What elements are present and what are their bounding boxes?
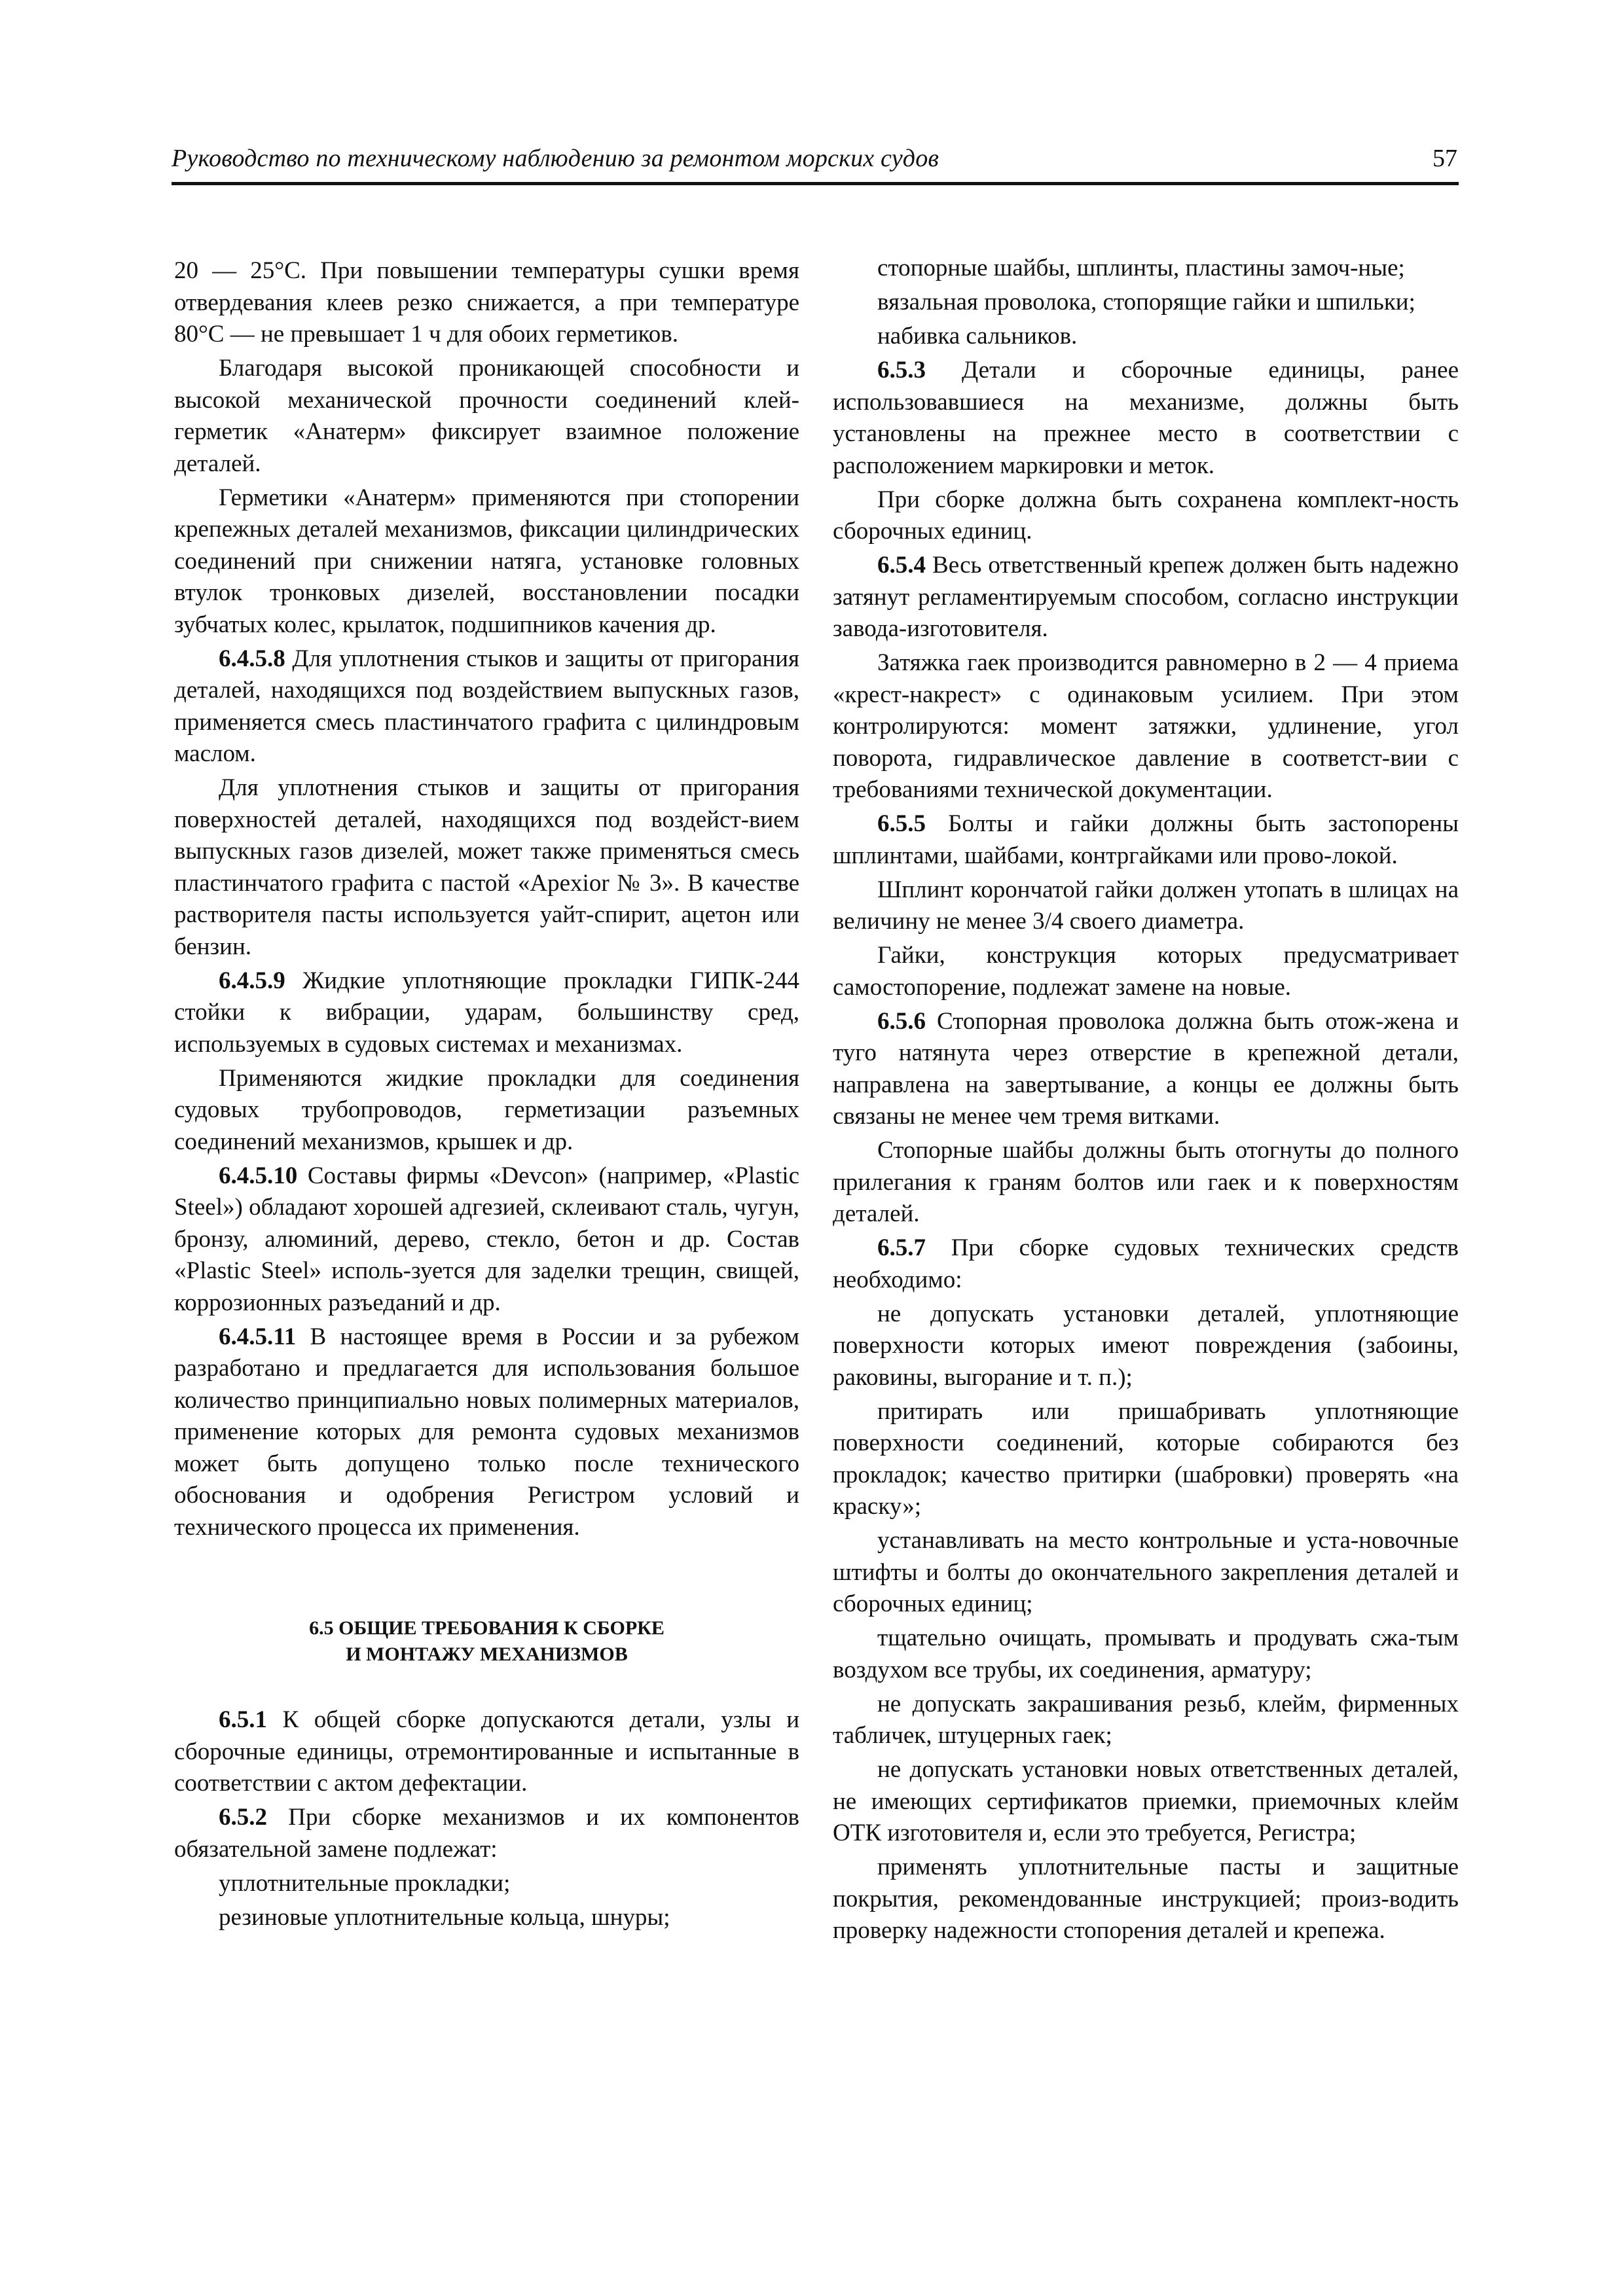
- paragraph-6-5-2: [174, 1802, 799, 1865]
- paragraph: Герметики «Анатерм» применяются при стопорении крепежных деталей механизмов, фиксации цилиндрических соединений при снижении натяга, установке головных втулок тронковых дизелей, восстановлении посадки зубчатых колес, крылаток, подшипников качения др.: [174, 484, 799, 638]
- clause-number: 6.5.3: [877, 357, 926, 384]
- paragraph-text: В настоящее время в России и за рубежом разработано и предлагается для использования большое количество принципиально новых полимерных материалов, применение которых для ремонта судовых механизмов может быть допущено только после технического обоснования и одобрения Регистром условий и технического процесса их применения.: [174, 1323, 799, 1541]
- paragraph-text: При сборке механизмов и их компонентов обязательной замене подлежат:: [174, 1804, 799, 1863]
- paragraph: Для уплотнения стыков и защиты от пригорания поверхностей деталей, находящихся под воздейст-вием выпускных газов дизелей, может также применяться смесь пластинчатого графита с пастой «Apexior № 3». В качестве растворителя пасты используется уайт-спирит, ацетон или бензин.: [174, 774, 799, 960]
- paragraph-text: При сборке судовых технических средств необходимо:: [833, 1234, 1459, 1293]
- list-item: не допускать установки новых ответственных деталей, не имеющих сертификатов приемки, приемочных клейм ОТК изготовителя и, если это требуется, Регистра;: [833, 1756, 1459, 1846]
- list-item: притирать или пришабривать уплотняющие поверхности соединений, которые собираются без прокладок; качество притирки (шабровки) проверять «на краску»;: [833, 1397, 1459, 1520]
- list-item: набивка сальников.: [877, 323, 1078, 350]
- paragraph-6-5-7: [833, 1232, 1459, 1296]
- list-item: вязальная проволока, стопорящие гайки и шпильки;: [877, 289, 1415, 315]
- clause-number: 6.5.4: [877, 552, 926, 579]
- list-item: не допускать закрашивания резьб, клейм, фирменных табличек, штуцерных гаек;: [833, 1690, 1459, 1749]
- clause-number: 6.5.2: [219, 1804, 267, 1831]
- left-column: [174, 255, 799, 1936]
- clause-number: 6.5.5: [877, 810, 926, 837]
- list-item: не допускать установки деталей, уплотняющие поверхности которых имеют повреждения (забоины, раковины, выгорание и т. п.);: [833, 1300, 1459, 1391]
- paragraph: Затяжка гаек производится равномерно в 2 — 4 приема «крест-накрест» с одинаковым усилием. При этом контролируются: момент затяжки, удлинение, угол поворота, гидравлическое давление в соответст-вии с требованиями технической документации.: [833, 649, 1459, 803]
- paragraph: Применяются жидкие прокладки для соединения судовых трубопроводов, герметизации разъемных соединений механизмов, крышек и др.: [174, 1064, 799, 1155]
- page-number: 57: [1432, 145, 1457, 172]
- paragraph-text: Жидкие уплотняющие прокладки ГИПК-244 стойки к вибрации, ударам, большинству сред, используемых в судовых системах и механизмах.: [174, 967, 799, 1058]
- list-item: стопорные шайбы, шплинты, пластины замоч-ные;: [877, 255, 1405, 281]
- paragraph-6-5-5: [833, 808, 1459, 872]
- paragraph-text: Весь ответственный крепеж должен быть надежно затянут регламентируемым способом, согласно инструкции завода-изготовителя.: [833, 552, 1459, 642]
- list-item: тщательно очищать, промывать и продувать сжа-тым воздухом все трубы, их соединения, арматуру;: [833, 1624, 1459, 1683]
- list-item: резиновые уплотнительные кольца, шнуры;: [219, 1903, 670, 1931]
- paragraph-6-5-3: [833, 355, 1459, 482]
- paragraph: Благодаря высокой проникающей способности и высокой механической прочности соединений клей-герметик «Анатерм» фиксирует взаимное положение деталей.: [174, 355, 799, 477]
- paragraph-text: Болты и гайки должны быть застопорены шплинтами, шайбами, контргайками или прово-локой.: [833, 810, 1459, 869]
- paragraph: 20 — 25°С. При повышении температуры сушки время отвердевания клеев резко снижается, а при температуре 80°С — не превышает 1 ч для обоих герметиков.: [174, 257, 799, 348]
- paragraph: Стопорные шайбы должны быть отогнуты до полного прилегания к граням болтов или гаек и к поверхностям деталей.: [833, 1137, 1459, 1227]
- clause-number: 6.4.5.10: [219, 1162, 298, 1189]
- paragraph-6-5-6: [833, 1006, 1459, 1133]
- list-item: уплотнительные прокладки;: [219, 1869, 511, 1897]
- paragraph-text: Составы фирмы «Devcon» (например, «Plastic Steel») обладают хорошей адгезией, склеивают сталь, чугун, бронзу, алюминий, дерево, стекло, бетон и др. Состав «Plastic Steel» исполь-зуется для заделки трещин, свищей, коррозионных разъеданий и др.: [174, 1162, 799, 1316]
- section-heading-line: И МОНТАЖУ МЕХАНИЗМОВ: [346, 1643, 628, 1665]
- clause-number: 6.5.1: [219, 1706, 267, 1733]
- clause-number: 6.4.5.11: [219, 1323, 297, 1350]
- list-item: устанавливать на место контрольные и уста-новочные штифты и болты до окончательного закрепления деталей и сборочных единиц;: [833, 1527, 1459, 1617]
- paragraph-6-4-5-8: [174, 643, 799, 770]
- right-column: [833, 253, 1459, 1949]
- clause-number: 6.4.5.8: [219, 645, 285, 672]
- list-item: применять уплотнительные пасты и защитные покрытия, рекомендованные инструкцией; произ-водить проверку надежности стопорения деталей и крепежа.: [833, 1854, 1459, 1944]
- paragraph-text: Для уплотнения стыков и защиты от пригорания деталей, находящихся под воздействием выпускных газов, применяется смесь пластинчатого графита с цилиндровым маслом.: [174, 645, 799, 767]
- paragraph-text: К общей сборке допускаются детали, узлы и сборочные единицы, отремонтированные и испытанные в соответствии с актом дефектации.: [174, 1706, 799, 1797]
- clause-number: 6.5.6: [877, 1007, 926, 1035]
- paragraph-6-5-1: [174, 1704, 799, 1800]
- section-heading: [174, 1615, 799, 1668]
- paragraph-text: Стопорная проволока должна быть отож-жена и туго натянута через отверстие в крепежной детали, направлена на завертывание, а концы ее должны быть связаны не менее чем тремя витками.: [833, 1007, 1459, 1130]
- paragraph-text: Детали и сборочные единицы, ранее использовавшиеся на механизме, должны быть установлены на прежнее место в соответствии с расположением маркировки и меток.: [833, 357, 1459, 479]
- paragraph-6-4-5-11: [174, 1321, 799, 1544]
- paragraph: Шплинт корончатой гайки должен утопать в шлицах на величину не менее 3/4 своего диаметра.: [833, 876, 1459, 935]
- paragraph-6-4-5-9: [174, 965, 799, 1061]
- paragraph-6-4-5-10: [174, 1160, 799, 1319]
- running-header-title: Руководство по техническому наблюдению за ремонтом морских судов: [172, 145, 939, 172]
- running-header: [172, 143, 1459, 185]
- paragraph: Гайки, конструкция которых предусматривает самостопорение, подлежат замене на новые.: [833, 942, 1459, 1001]
- paragraph: При сборке должна быть сохранена комплект-ность сборочных единиц.: [833, 486, 1459, 545]
- paragraph-6-5-4: [833, 550, 1459, 645]
- clause-number: 6.5.7: [877, 1234, 926, 1261]
- section-heading-line: 6.5 ОБЩИЕ ТРЕБОВАНИЯ К СБОРКЕ: [309, 1617, 665, 1639]
- clause-number: 6.4.5.9: [219, 967, 285, 994]
